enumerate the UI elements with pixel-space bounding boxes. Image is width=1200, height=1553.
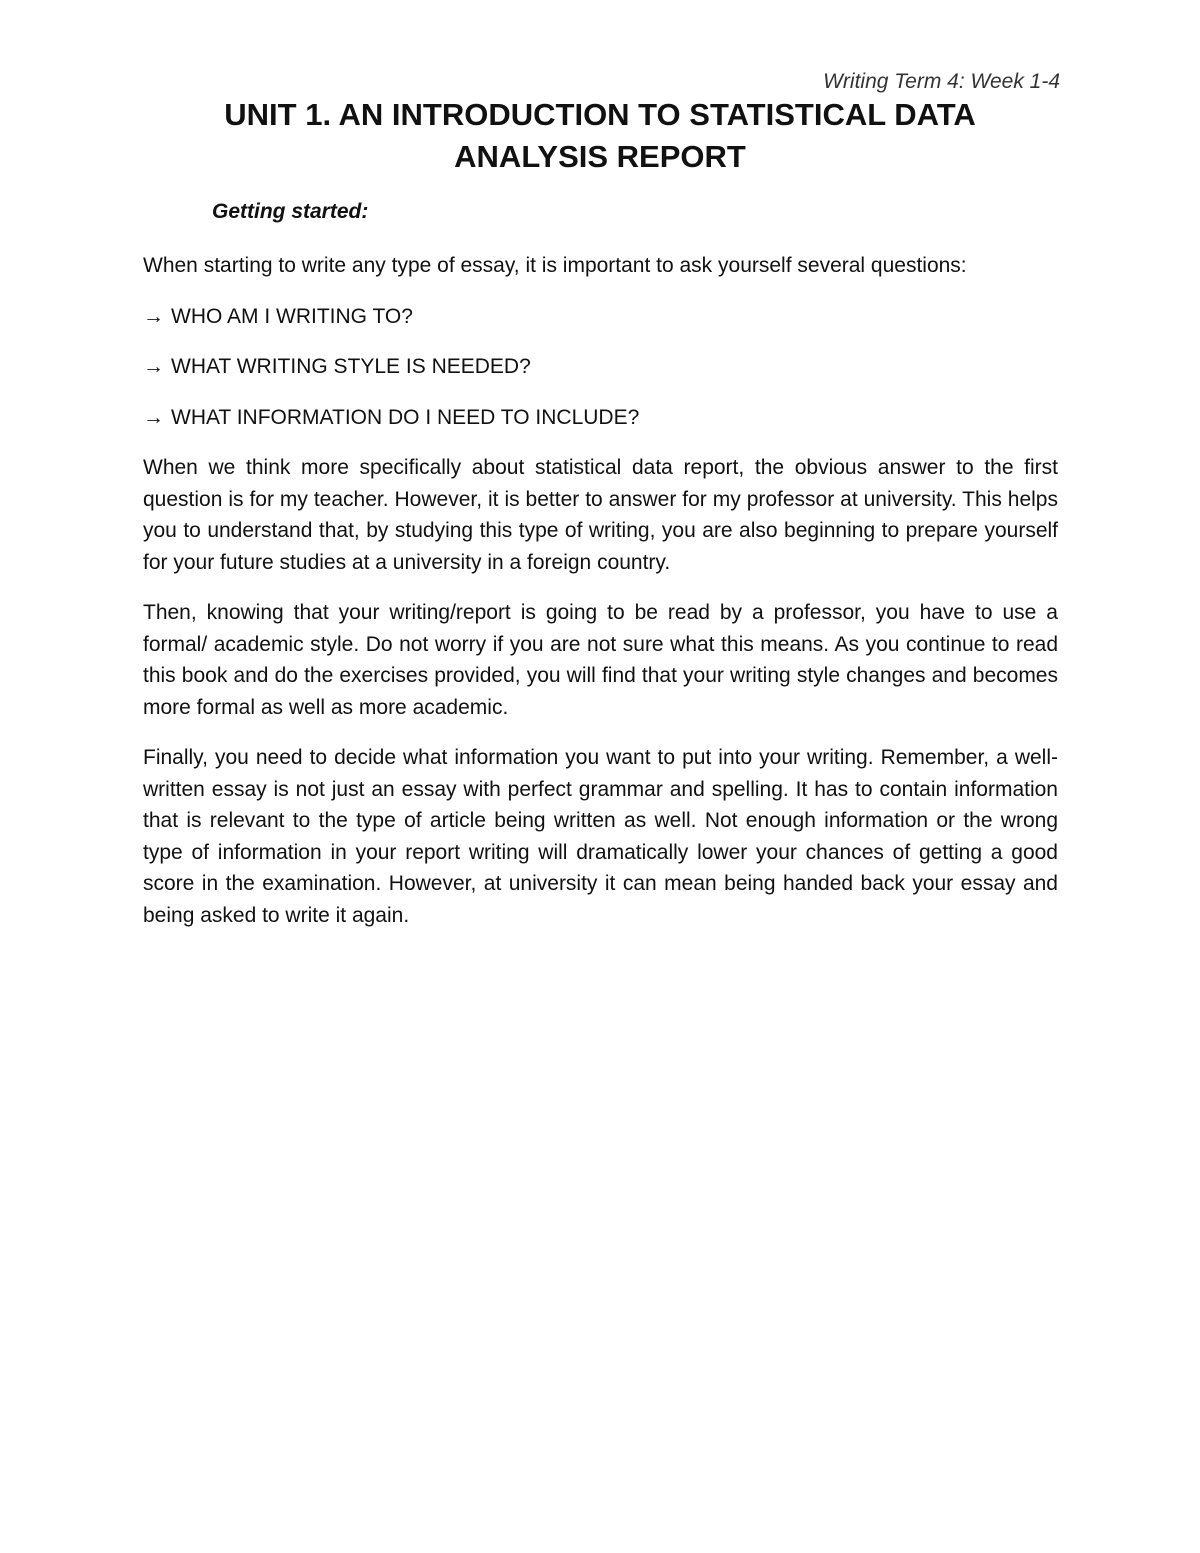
document-body <box>143 250 1058 950</box>
running-header: Writing Term 4: Week 1-4 <box>823 70 1060 93</box>
question-text: WHO AM I WRITING TO? <box>171 304 413 328</box>
question-item <box>143 402 1058 434</box>
body-paragraph-2: Then, knowing that your writing/report is going to be read by a professor, you have to use a formal/ academic style. Do not worry if you are not sure what this means. As you continue to read this book and do the exercises provided, you will find that your writing style changes and becomes more formal as well as more academic. <box>143 601 1058 719</box>
section-heading: Getting started: <box>212 200 369 223</box>
arrow-right-icon: → <box>143 355 164 378</box>
page-title <box>140 94 1060 178</box>
question-text: WHAT WRITING STYLE IS NEEDED? <box>171 355 531 378</box>
intro-paragraph: When starting to write any type of essay, it is important to ask yourself several questions: <box>143 254 967 277</box>
question-item <box>143 301 1058 333</box>
arrow-right-icon: → <box>143 405 164 429</box>
title-line-2: ANALYSIS REPORT <box>454 139 746 174</box>
question-text: WHAT INFORMATION DO I NEED TO INCLUDE? <box>171 405 640 429</box>
question-item <box>143 351 1058 383</box>
arrow-right-icon: → <box>143 304 164 328</box>
title-line-1: UNIT 1. AN INTRODUCTION TO STATISTICAL DATA <box>224 97 976 132</box>
body-paragraph-1: When we think more specifically about statistical data report, the obvious answer to the first question is for my teacher. However, it is better to answer for my professor at university. This helps you to understand that, by studying this type of writing, you are also beginning to prepare yourself for your future studies at a university in a foreign country. <box>143 456 1058 574</box>
body-paragraph-3: Finally, you need to decide what information you want to put into your writing. Remember, a well-written essay is not just an essay with perfect grammar and spelling. It has to contain information that is relevant to the type of article being written as well. Not enough information or the wrong type of information in your report writing will dramatically lower your chances of getting a good score in the examination. However, at university it can mean being handed back your essay and being asked to write it again. <box>143 746 1058 927</box>
